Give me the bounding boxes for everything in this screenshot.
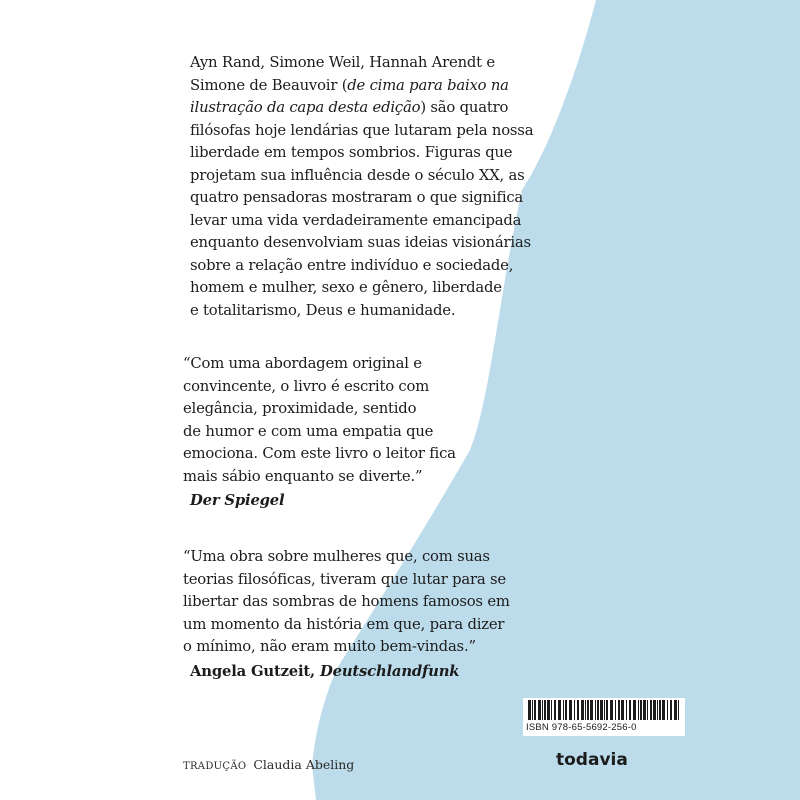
quote-author: Angela Gutzeit, bbox=[190, 662, 320, 680]
barcode-bar bbox=[538, 700, 541, 720]
barcode-bar bbox=[574, 700, 575, 720]
translator-name: Claudia Abeling bbox=[253, 757, 355, 772]
barcode-bar bbox=[551, 700, 552, 720]
quote-line: elegância, proximidade, sentido bbox=[183, 400, 417, 417]
barcode-bar bbox=[670, 700, 672, 720]
quote-source: Deutschlandfunk bbox=[319, 662, 460, 680]
blurb-line: ilustração da capa desta edição) são quatro bbox=[190, 99, 509, 116]
quote-line: teorias filosóficas, tiveram que lutar para se bbox=[183, 570, 506, 588]
quote-line: emociona. Com este livro o leitor fica bbox=[183, 445, 456, 462]
barcode-bar bbox=[544, 700, 546, 720]
review-quote-deutschlandfunk bbox=[183, 546, 510, 683]
quote-line: “Uma obra sobre mulheres que, com suas bbox=[183, 548, 490, 565]
quote-attribution bbox=[183, 661, 510, 684]
quote-line: mais sábio enquanto se diverte.” bbox=[183, 467, 423, 485]
barcode-bar bbox=[650, 700, 652, 720]
barcode-bar bbox=[558, 700, 561, 720]
blurb-line: liberdade em tempos sombrios. Figuras que bbox=[190, 144, 513, 161]
barcode-bar bbox=[600, 700, 603, 720]
barcode-bar bbox=[534, 700, 536, 720]
barcode-bar bbox=[528, 700, 531, 720]
barcode-bar bbox=[565, 700, 567, 720]
quote-line: de humor e com uma empatia que bbox=[183, 422, 434, 440]
blurb-text bbox=[190, 52, 534, 322]
blurb-line: Ayn Rand, Simone Weil, Hannah Arendt e bbox=[190, 54, 495, 71]
barcode-bar bbox=[629, 700, 631, 720]
blurb-line: filósofas hoje lendárias que lutaram pela nossa bbox=[190, 121, 534, 139]
blurb-line: e totalitarismo, Deus e humanidade. bbox=[190, 301, 456, 319]
barcode-bar bbox=[597, 700, 599, 720]
barcode-bar bbox=[647, 700, 648, 720]
barcode-bar bbox=[595, 700, 596, 720]
translator-credit bbox=[183, 757, 354, 772]
barcode-bar bbox=[569, 700, 572, 720]
blurb-line: sobre a relação entre indivíduo e sociedade, bbox=[190, 256, 514, 274]
barcode-bar bbox=[674, 700, 677, 720]
quote-line: libertar das sombras de homens famosos em bbox=[183, 593, 510, 610]
barcode-bar bbox=[610, 700, 613, 720]
blurb-line: levar uma vida verdadeiramente emancipada bbox=[190, 211, 522, 229]
barcode-bar bbox=[659, 700, 661, 720]
translator-label: TRADUÇÃO bbox=[183, 761, 247, 772]
barcode-bar bbox=[563, 700, 564, 720]
barcode-bar bbox=[554, 700, 556, 720]
barcode-bar bbox=[577, 700, 579, 720]
barcode-bar bbox=[587, 700, 589, 720]
barcode-bar bbox=[547, 700, 550, 720]
barcode-bar bbox=[532, 700, 533, 720]
review-quote-spiegel bbox=[183, 353, 456, 513]
quote-source: Der Spiegel bbox=[190, 492, 285, 509]
barcode-bar bbox=[604, 700, 605, 720]
blurb-line: Simone de Beauvoir (de cima para baixo na bbox=[190, 76, 509, 94]
barcode-bar bbox=[640, 700, 642, 720]
blurb-line: enquanto desenvolviam suas ideias visionárias bbox=[190, 234, 531, 251]
quote-line: “Com uma abordagem original e bbox=[183, 355, 422, 372]
barcode-bars bbox=[528, 700, 682, 720]
barcode-bar bbox=[606, 700, 608, 720]
barcode-bar bbox=[542, 700, 543, 720]
barcode-bar bbox=[643, 700, 646, 720]
barcode-bar bbox=[633, 700, 636, 720]
barcode-bar bbox=[662, 700, 665, 720]
barcode-bar bbox=[657, 700, 658, 720]
barcode-bar bbox=[667, 700, 668, 720]
barcode-bar bbox=[638, 700, 639, 720]
barcode-bar bbox=[615, 700, 616, 720]
blurb-line: projetam sua influência desde o século XX, as bbox=[190, 166, 525, 184]
quote-line: um momento da história em que, para dizer bbox=[183, 615, 505, 633]
barcode-bar bbox=[581, 700, 584, 720]
barcode-bar bbox=[590, 700, 593, 720]
publisher-logo: todavia bbox=[556, 750, 628, 770]
barcode-bar bbox=[678, 700, 679, 720]
quote-line: convincente, o livro é escrito com bbox=[183, 377, 430, 395]
barcode-bar bbox=[653, 700, 656, 720]
barcode-bar bbox=[585, 700, 586, 720]
barcode-bar bbox=[618, 700, 620, 720]
blurb-line: quatro pensadoras mostraram o que significa bbox=[190, 189, 524, 206]
barcode-bar bbox=[626, 700, 627, 720]
blurb-line: homem e mulher, sexo e gênero, liberdade bbox=[190, 279, 502, 296]
isbn-number: ISBN 978-65-5692-256-0 bbox=[526, 722, 637, 733]
barcode-bar bbox=[621, 700, 624, 720]
quote-line: o mínimo, não eram muito bem-vindas.” bbox=[183, 638, 476, 655]
